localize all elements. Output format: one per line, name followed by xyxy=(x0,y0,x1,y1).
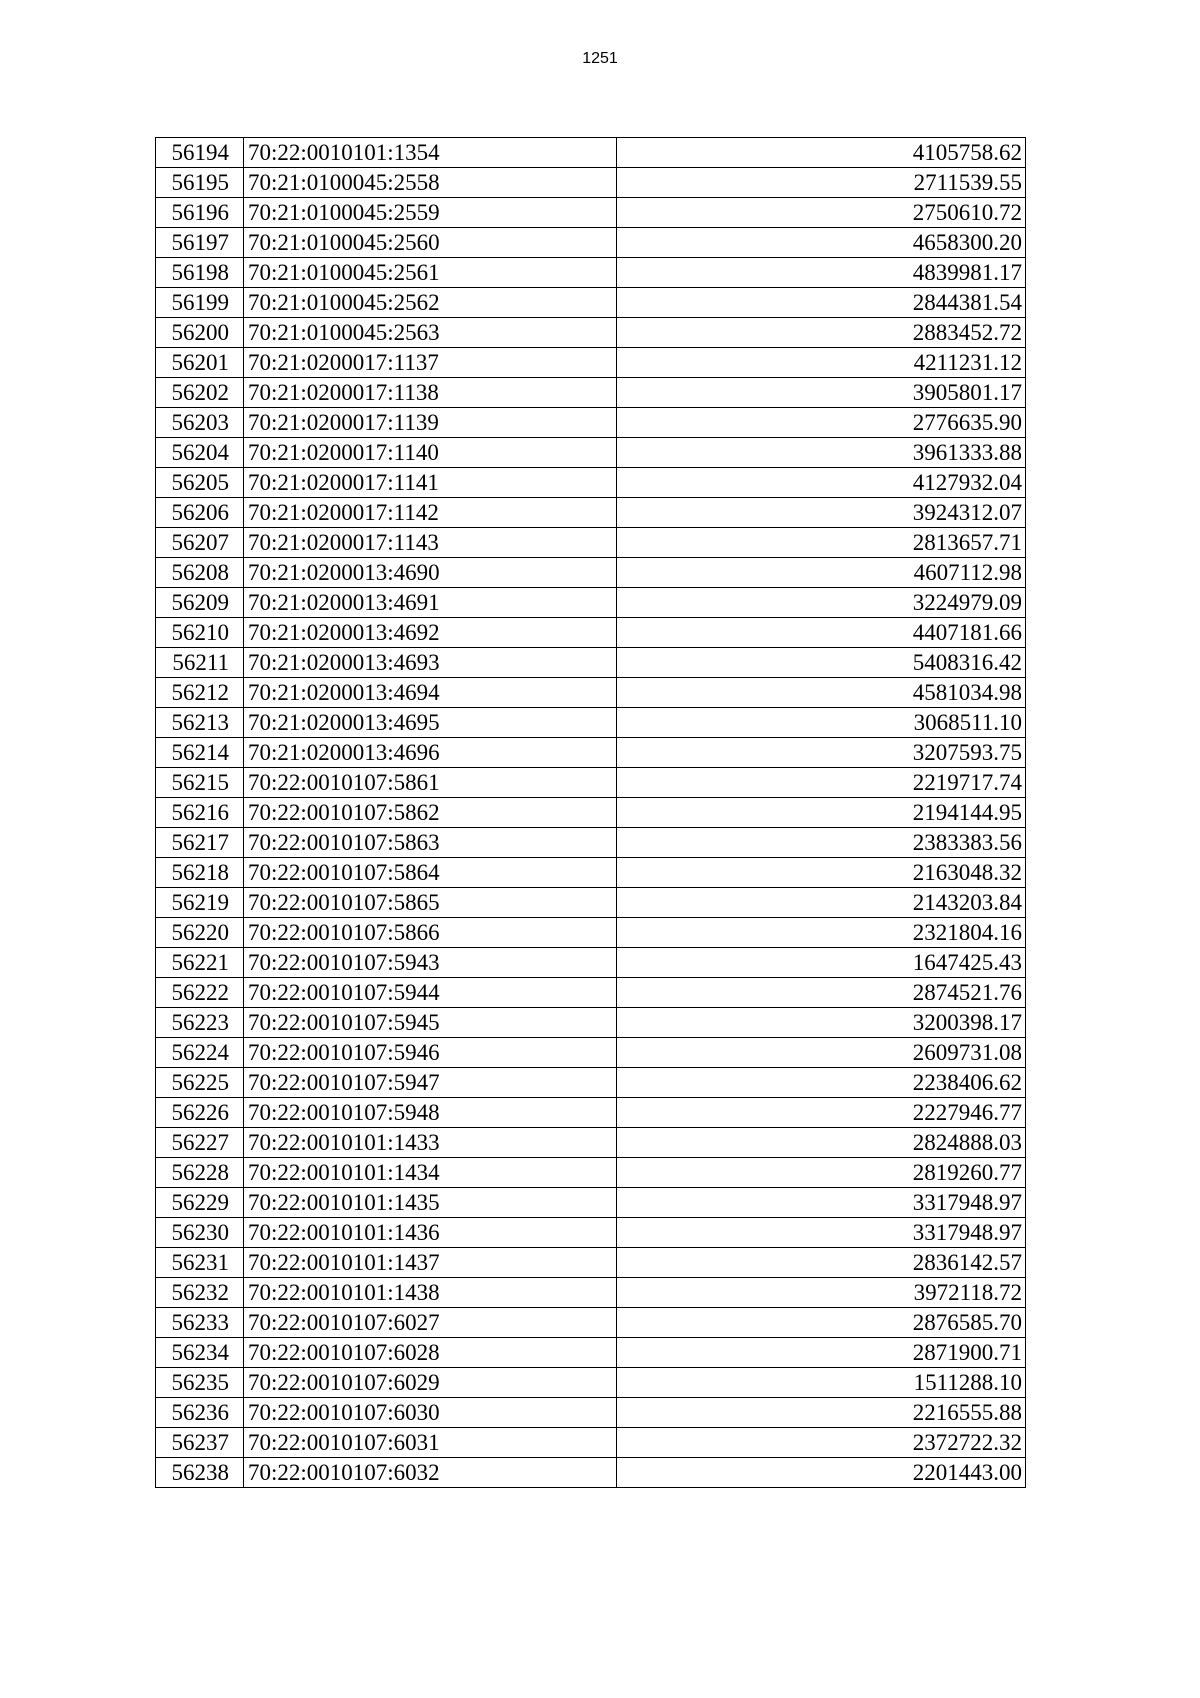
cadastral-value-cell: 3972118.72 xyxy=(617,1278,1026,1308)
cadastral-number-cell: 70:22:0010107:6027 xyxy=(244,1308,617,1338)
cadastral-number-cell: 70:21:0200013:4695 xyxy=(244,708,617,738)
table-body xyxy=(156,138,1026,1488)
cadastral-number-cell: 70:22:0010107:6028 xyxy=(244,1338,617,1368)
cadastral-value-cell: 2776635.90 xyxy=(617,408,1026,438)
row-number-cell: 56204 xyxy=(156,438,244,468)
cadastral-number-cell: 70:21:0200013:4696 xyxy=(244,738,617,768)
cadastral-number-cell: 70:21:0100045:2560 xyxy=(244,228,617,258)
cadastral-number-cell: 70:21:0200013:4690 xyxy=(244,558,617,588)
cadastral-value-cell: 3224979.09 xyxy=(617,588,1026,618)
cadastral-number-cell: 70:21:0100045:2558 xyxy=(244,168,617,198)
row-number-cell: 56225 xyxy=(156,1068,244,1098)
cadastral-value-cell: 2874521.76 xyxy=(617,978,1026,1008)
table-row xyxy=(156,1068,1026,1098)
cadastral-value-cell: 4658300.20 xyxy=(617,228,1026,258)
cadastral-number-cell: 70:21:0200017:1137 xyxy=(244,348,617,378)
table-row xyxy=(156,1428,1026,1458)
cadastral-number-cell: 70:21:0200013:4693 xyxy=(244,648,617,678)
table-row xyxy=(156,378,1026,408)
table-row xyxy=(156,408,1026,438)
cadastral-number-cell: 70:21:0200013:4694 xyxy=(244,678,617,708)
row-number-cell: 56234 xyxy=(156,1338,244,1368)
table-row xyxy=(156,858,1026,888)
table-row xyxy=(156,528,1026,558)
table-row xyxy=(156,798,1026,828)
row-number-cell: 56230 xyxy=(156,1218,244,1248)
cadastral-value-cell: 2871900.71 xyxy=(617,1338,1026,1368)
cadastral-value-cell: 3924312.07 xyxy=(617,498,1026,528)
row-number-cell: 56209 xyxy=(156,588,244,618)
cadastral-value-cell: 1647425.43 xyxy=(617,948,1026,978)
row-number-cell: 56232 xyxy=(156,1278,244,1308)
cadastral-value-cell: 2813657.71 xyxy=(617,528,1026,558)
cadastral-number-cell: 70:21:0200013:4691 xyxy=(244,588,617,618)
cadastral-number-cell: 70:21:0200017:1142 xyxy=(244,498,617,528)
cadastral-value-table xyxy=(155,137,1026,1488)
page-number: 1251 xyxy=(582,50,618,67)
row-number-cell: 56198 xyxy=(156,258,244,288)
row-number-cell: 56217 xyxy=(156,828,244,858)
row-number-cell: 56200 xyxy=(156,318,244,348)
cadastral-number-cell: 70:21:0200017:1140 xyxy=(244,438,617,468)
row-number-cell: 56224 xyxy=(156,1038,244,1068)
table-row xyxy=(156,258,1026,288)
table-row xyxy=(156,168,1026,198)
cadastral-value-cell: 5408316.42 xyxy=(617,648,1026,678)
row-number-cell: 56237 xyxy=(156,1428,244,1458)
table-row xyxy=(156,978,1026,1008)
cadastral-number-cell: 70:21:0200017:1139 xyxy=(244,408,617,438)
row-number-cell: 56216 xyxy=(156,798,244,828)
table-row xyxy=(156,1188,1026,1218)
table-row xyxy=(156,678,1026,708)
table-row xyxy=(156,648,1026,678)
cadastral-value-cell: 2609731.08 xyxy=(617,1038,1026,1068)
table-row xyxy=(156,618,1026,648)
row-number-cell: 56202 xyxy=(156,378,244,408)
cadastral-value-cell: 4607112.98 xyxy=(617,558,1026,588)
cadastral-value-cell: 4839981.17 xyxy=(617,258,1026,288)
table-row xyxy=(156,138,1026,168)
table-row xyxy=(156,888,1026,918)
cadastral-value-cell: 2194144.95 xyxy=(617,798,1026,828)
cadastral-value-cell: 2372722.32 xyxy=(617,1428,1026,1458)
table-row xyxy=(156,768,1026,798)
row-number-cell: 56199 xyxy=(156,288,244,318)
row-number-cell: 56229 xyxy=(156,1188,244,1218)
row-number-cell: 56226 xyxy=(156,1098,244,1128)
table-row xyxy=(156,1218,1026,1248)
cadastral-value-cell: 2883452.72 xyxy=(617,318,1026,348)
table-row xyxy=(156,288,1026,318)
table-row xyxy=(156,738,1026,768)
cadastral-value-cell: 4581034.98 xyxy=(617,678,1026,708)
row-number-cell: 56201 xyxy=(156,348,244,378)
row-number-cell: 56197 xyxy=(156,228,244,258)
row-number-cell: 56235 xyxy=(156,1368,244,1398)
table-row xyxy=(156,1398,1026,1428)
cadastral-number-cell: 70:21:0100045:2562 xyxy=(244,288,617,318)
row-number-cell: 56205 xyxy=(156,468,244,498)
cadastral-value-cell: 2824888.03 xyxy=(617,1128,1026,1158)
table-row xyxy=(156,1338,1026,1368)
cadastral-value-cell: 4407181.66 xyxy=(617,618,1026,648)
row-number-cell: 56207 xyxy=(156,528,244,558)
table-row xyxy=(156,708,1026,738)
cadastral-value-cell: 4105758.62 xyxy=(617,138,1026,168)
cadastral-value-cell: 2219717.74 xyxy=(617,768,1026,798)
row-number-cell: 56233 xyxy=(156,1308,244,1338)
row-number-cell: 56218 xyxy=(156,858,244,888)
table-row xyxy=(156,1098,1026,1128)
cadastral-number-cell: 70:22:0010107:5861 xyxy=(244,768,617,798)
cadastral-value-cell: 2201443.00 xyxy=(617,1458,1026,1488)
cadastral-value-cell: 3207593.75 xyxy=(617,738,1026,768)
cadastral-number-cell: 70:22:0010101:1434 xyxy=(244,1158,617,1188)
cadastral-value-cell: 2216555.88 xyxy=(617,1398,1026,1428)
cadastral-value-cell: 3317948.97 xyxy=(617,1188,1026,1218)
cadastral-number-cell: 70:21:0100045:2559 xyxy=(244,198,617,228)
cadastral-value-cell: 3961333.88 xyxy=(617,438,1026,468)
cadastral-value-cell: 2836142.57 xyxy=(617,1248,1026,1278)
cadastral-number-cell: 70:22:0010107:5948 xyxy=(244,1098,617,1128)
row-number-cell: 56221 xyxy=(156,948,244,978)
row-number-cell: 56208 xyxy=(156,558,244,588)
row-number-cell: 56196 xyxy=(156,198,244,228)
cadastral-number-cell: 70:22:0010107:5946 xyxy=(244,1038,617,1068)
cadastral-value-cell: 4127932.04 xyxy=(617,468,1026,498)
table-row xyxy=(156,1128,1026,1158)
table-row xyxy=(156,918,1026,948)
cadastral-number-cell: 70:21:0100045:2561 xyxy=(244,258,617,288)
cadastral-number-cell: 70:22:0010107:6029 xyxy=(244,1368,617,1398)
row-number-cell: 56223 xyxy=(156,1008,244,1038)
row-number-cell: 56227 xyxy=(156,1128,244,1158)
cadastral-number-cell: 70:22:0010107:5866 xyxy=(244,918,617,948)
cadastral-number-cell: 70:21:0200017:1138 xyxy=(244,378,617,408)
cadastral-value-cell: 2163048.32 xyxy=(617,858,1026,888)
table-row xyxy=(156,1008,1026,1038)
cadastral-number-cell: 70:22:0010107:5947 xyxy=(244,1068,617,1098)
cadastral-number-cell: 70:22:0010107:5862 xyxy=(244,798,617,828)
cadastral-number-cell: 70:22:0010101:1354 xyxy=(244,138,617,168)
table-row xyxy=(156,498,1026,528)
table-row xyxy=(156,828,1026,858)
table-row xyxy=(156,1308,1026,1338)
row-number-cell: 56203 xyxy=(156,408,244,438)
cadastral-number-cell: 70:22:0010101:1438 xyxy=(244,1278,617,1308)
cadastral-value-cell: 2876585.70 xyxy=(617,1308,1026,1338)
table-row xyxy=(156,588,1026,618)
cadastral-value-cell: 2844381.54 xyxy=(617,288,1026,318)
cadastral-value-cell: 2143203.84 xyxy=(617,888,1026,918)
cadastral-number-cell: 70:22:0010107:5864 xyxy=(244,858,617,888)
cadastral-number-cell: 70:21:0200017:1141 xyxy=(244,468,617,498)
cadastral-number-cell: 70:22:0010107:6030 xyxy=(244,1398,617,1428)
row-number-cell: 56219 xyxy=(156,888,244,918)
cadastral-value-cell: 2238406.62 xyxy=(617,1068,1026,1098)
row-number-cell: 56220 xyxy=(156,918,244,948)
cadastral-value-cell: 3068511.10 xyxy=(617,708,1026,738)
table-row xyxy=(156,1038,1026,1068)
cadastral-number-cell: 70:21:0200017:1143 xyxy=(244,528,617,558)
table-row xyxy=(156,318,1026,348)
table-row xyxy=(156,948,1026,978)
cadastral-value-cell: 2227946.77 xyxy=(617,1098,1026,1128)
cadastral-number-cell: 70:22:0010101:1433 xyxy=(244,1128,617,1158)
row-number-cell: 56195 xyxy=(156,168,244,198)
table-row xyxy=(156,438,1026,468)
cadastral-number-cell: 70:22:0010107:5944 xyxy=(244,978,617,1008)
cadastral-number-cell: 70:22:0010107:5863 xyxy=(244,828,617,858)
row-number-cell: 56231 xyxy=(156,1248,244,1278)
row-number-cell: 56212 xyxy=(156,678,244,708)
cadastral-number-cell: 70:22:0010107:5943 xyxy=(244,948,617,978)
table-row xyxy=(156,348,1026,378)
cadastral-number-cell: 70:21:0100045:2563 xyxy=(244,318,617,348)
row-number-cell: 56214 xyxy=(156,738,244,768)
row-number-cell: 56211 xyxy=(156,648,244,678)
table-row xyxy=(156,1368,1026,1398)
cadastral-value-cell: 2383383.56 xyxy=(617,828,1026,858)
cadastral-value-cell: 3905801.17 xyxy=(617,378,1026,408)
row-number-cell: 56222 xyxy=(156,978,244,1008)
cadastral-number-cell: 70:22:0010101:1437 xyxy=(244,1248,617,1278)
cadastral-number-cell: 70:22:0010101:1435 xyxy=(244,1188,617,1218)
row-number-cell: 56206 xyxy=(156,498,244,528)
cadastral-value-cell: 3317948.97 xyxy=(617,1218,1026,1248)
cadastral-value-cell: 4211231.12 xyxy=(617,348,1026,378)
cadastral-value-cell: 2711539.55 xyxy=(617,168,1026,198)
table-row xyxy=(156,1248,1026,1278)
cadastral-number-cell: 70:22:0010107:5945 xyxy=(244,1008,617,1038)
cadastral-number-cell: 70:21:0200013:4692 xyxy=(244,618,617,648)
table-row xyxy=(156,558,1026,588)
cadastral-value-cell: 2819260.77 xyxy=(617,1158,1026,1188)
table-row xyxy=(156,228,1026,258)
cadastral-number-cell: 70:22:0010107:6031 xyxy=(244,1428,617,1458)
table-row xyxy=(156,1158,1026,1188)
table-row xyxy=(156,1458,1026,1488)
row-number-cell: 56238 xyxy=(156,1458,244,1488)
table-row xyxy=(156,1278,1026,1308)
row-number-cell: 56210 xyxy=(156,618,244,648)
cadastral-value-cell: 2750610.72 xyxy=(617,198,1026,228)
cadastral-number-cell: 70:22:0010107:6032 xyxy=(244,1458,617,1488)
cadastral-number-cell: 70:22:0010101:1436 xyxy=(244,1218,617,1248)
cadastral-number-cell: 70:22:0010107:5865 xyxy=(244,888,617,918)
row-number-cell: 56236 xyxy=(156,1398,244,1428)
row-number-cell: 56194 xyxy=(156,138,244,168)
table-row xyxy=(156,198,1026,228)
row-number-cell: 56228 xyxy=(156,1158,244,1188)
row-number-cell: 56215 xyxy=(156,768,244,798)
table-row xyxy=(156,468,1026,498)
cadastral-value-cell: 3200398.17 xyxy=(617,1008,1026,1038)
cadastral-value-cell: 2321804.16 xyxy=(617,918,1026,948)
cadastral-value-cell: 1511288.10 xyxy=(617,1368,1026,1398)
row-number-cell: 56213 xyxy=(156,708,244,738)
